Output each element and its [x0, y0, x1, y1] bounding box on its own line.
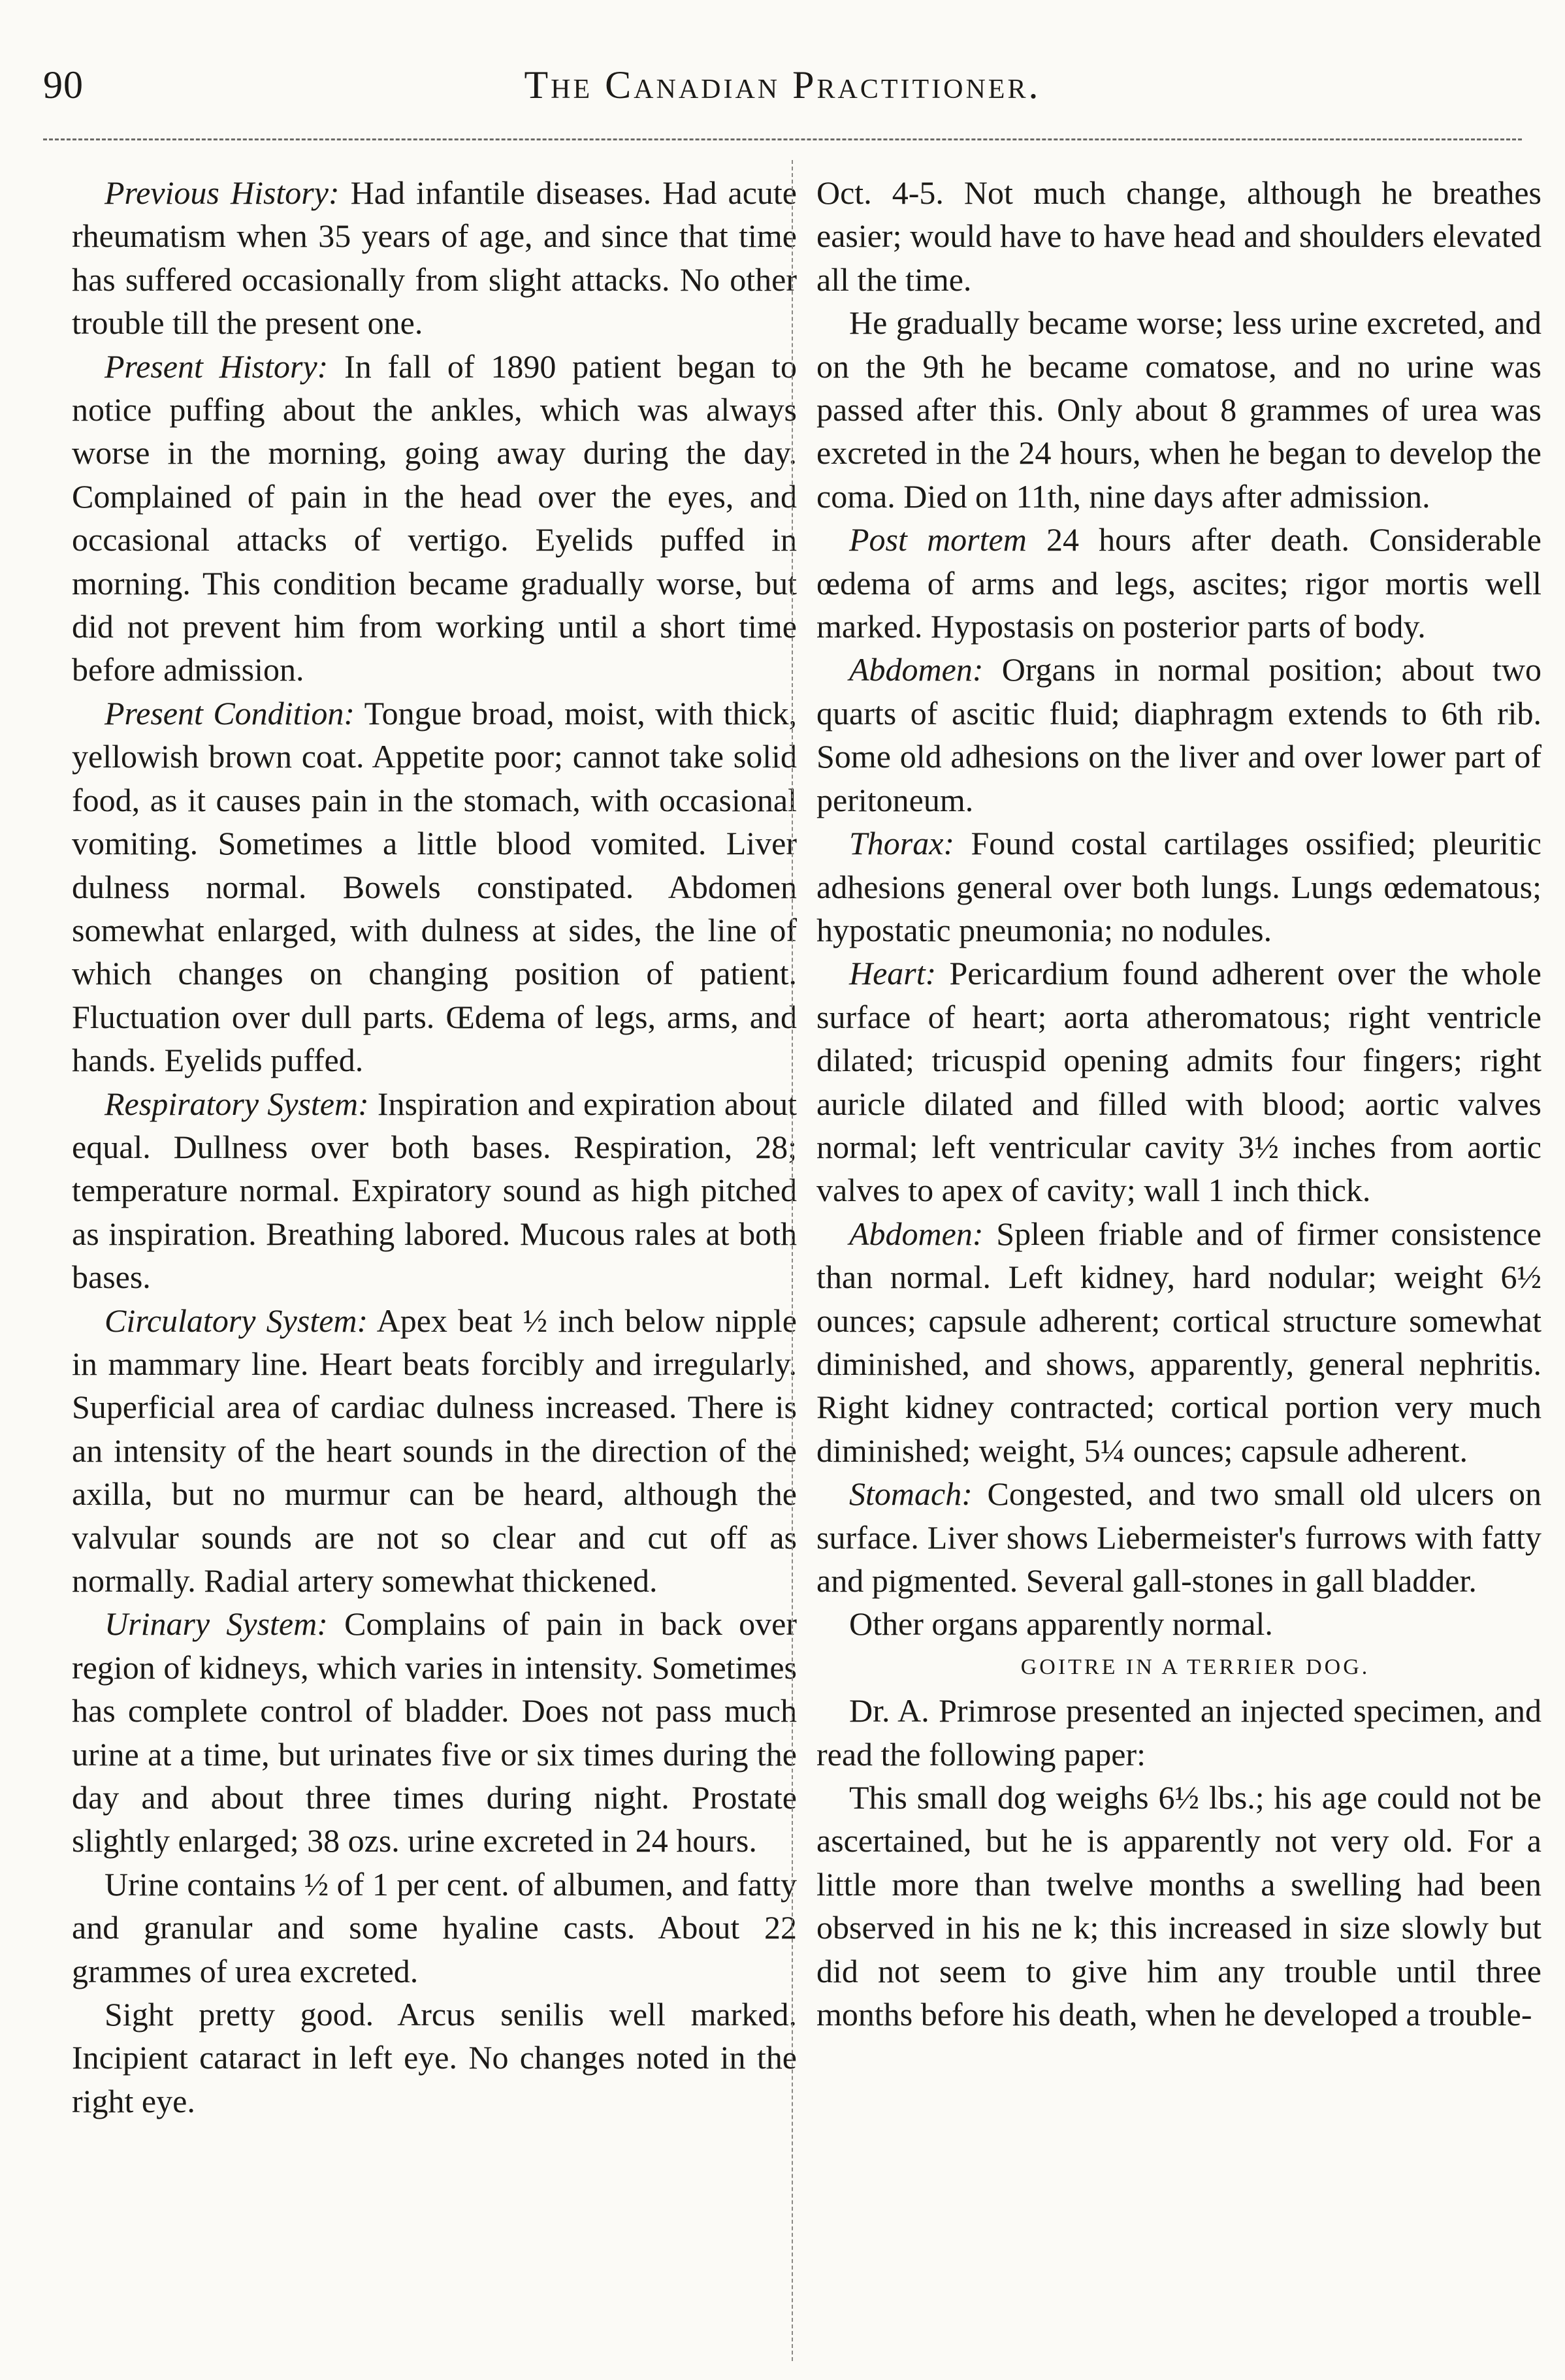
paragraph-lead: Present History:: [105, 347, 329, 385]
paragraph-text: In fall of 1890 patient began to notice puffing about the ankles, which was always worse in the morning, going away during the day. Complained of pain in the head over the eyes, and occasional attacks of vertigo. Eyelids puffed in morning. This condition became gradually worse, but did not prevent him from working until a short time before admission.: [72, 347, 798, 688]
paragraph-text: 24 hours after death. Considerable œdema of arms and legs, ascites; rigor mortis well marked. Hypostasis on posterior parts of body.: [816, 521, 1541, 645]
paragraph-oct-4-5: [816, 171, 1541, 301]
paragraph-lead: Previous History:: [105, 174, 340, 211]
paragraph-text: Sight pretty good. Arcus senilis well marked. Incipient cataract in left eye. No changes noted in the right eye.: [72, 1996, 797, 2119]
column-divider: [792, 160, 793, 2361]
paragraph-primrose: Dr. A. Primrose presented an injected specimen, and read the following paper:: [816, 1692, 1541, 1773]
header-rule: [43, 138, 1522, 140]
paragraph-became-worse: [816, 301, 1541, 518]
paragraph-stomach: [816, 1472, 1541, 1602]
page-number: 90: [43, 63, 84, 106]
paragraph-text: Congested, and two small old ulcers on surface. Liver shows Liebermeister's furrows with fatty and pigmented. Several gall-stones in gall bladder.: [816, 1475, 1541, 1599]
paragraph-post-mortem: [816, 518, 1541, 648]
paragraph-small-dog: This small dog weighs 6½ lbs.; his age could not be ascertained, but he is apparently not very old. For a little more than twelve months a swelling had been observed in his ne k; this increased in size slowly but did not seem to give him any trouble until three months before his death, when he developed a trouble-: [816, 1779, 1541, 2033]
paragraph-text: Oct. 4-5. Not much change, although he breathes easier; would have to have head and shoulders elevated all the time.: [816, 174, 1541, 298]
paragraph-lead: Urinary System:: [105, 1605, 328, 1643]
paragraph-lead: Stomach:: [849, 1475, 973, 1513]
paragraph-text: Tongue broad, moist, with thick, yellowish brown coat. Appetite poor; cannot take solid food, as it causes pain in the stomach, with occasional vomiting. Sometimes a little blood vomited. Liver dulness normal. Bowels constipated. Abdomen somewhat enlarged, with dulness at sides, the line of which changes on changing position of patient. Fluctuation over dull parts. Œdema of legs, arms, and hands. Eyelids puffed.: [72, 694, 797, 1079]
paragraph-text: Spleen friable and of firmer consistence than normal. Left kidney, hard nodular; weight 6½ ounces; capsule adherent; cortical structure somewhat diminished, and shows, apparently, general nephritis. Right kidney contracted; cortical portion very much diminished; weight, 5¼ ounces; capsule adherent.: [816, 1215, 1541, 1469]
paragraph-abdomen-spleen: [816, 1212, 1541, 1472]
paragraph-text: Found costal cartilages ossified; pleuritic adhesions general over both lungs. Lungs œdematous; hypostatic pneumonia; no nodules.: [816, 825, 1541, 948]
paragraph-lead: Circulatory System:: [105, 1302, 368, 1339]
section-heading: GOITRE IN A TERRIER DOG.: [1020, 1654, 1370, 1679]
paragraph-present-history: [72, 345, 797, 692]
paragraph-urine: [72, 1863, 797, 1993]
paragraph-sight: [72, 1993, 797, 2123]
paragraph-text: Complains of pain in back over region of kidneys, which varies in intensity. Sometimes has complete control of bladder. Does not pass much urine at a time, but urinates five or six times during the day and about three times during night. Prostate slightly enlarged; 38 ozs. urine excreted in 24 hours.: [72, 1605, 797, 1859]
paragraph-lead: Post mortem: [849, 521, 1027, 558]
paragraph-circulatory-system: [72, 1299, 797, 1603]
paragraph-lead: Heart:: [849, 955, 937, 992]
paragraph-thorax: [816, 822, 1541, 952]
paragraph-present-condition: [72, 692, 797, 1082]
paragraph-previous-history: [72, 171, 797, 345]
paragraph-text: Urine contains ½ of 1 per cent. of albumen, and fatty and granular and some hyaline casts. About 22 grammes of urea excreted.: [72, 1865, 797, 1989]
paragraph-abdomen: [816, 648, 1541, 822]
paragraph-lead: Abdomen:: [849, 1215, 984, 1252]
paragraph-text: Had infantile diseases. Had acute rheumatism when 35 years of age, and since that time has suffered occasionally from slight attacks. No other trouble till the present one.: [72, 174, 798, 342]
paragraph-urinary-system: [72, 1602, 797, 1862]
paragraph-text: Inspiration and expiration about equal. Dullness over both bases. Respiration, 28; temperature normal. Expiratory sound as high pitched as inspiration. Breathing labored. Mucous rales at both bases.: [72, 1085, 797, 1296]
journal-title: The Canadian Practitioner.: [524, 63, 1041, 106]
paragraph-lead: Present Condition:: [105, 694, 355, 732]
paragraph-text: He gradually became worse; less urine excreted, and on the 9th he became comatose, and no urine was passed after this. Only about 8 grammes of urea was excreted in the 24 hours, when he began to develop the coma. Died on 11th, nine days after admission.: [816, 304, 1541, 515]
paragraph-respiratory-system: [72, 1082, 797, 1299]
paragraph-text: Pericardium found adherent over the whole surface of heart; aorta atheromatous; right ventricle dilated; tricuspid opening admits four fingers; right auricle dilated and filled with blood; aortic valves normal; left ventricular cavity 3½ inches from aortic valves to apex of cavity; wall 1 inch thick.: [816, 955, 1541, 1209]
paragraph-lead: Respiratory System:: [105, 1085, 369, 1122]
paragraph-other-organs: [816, 1602, 1541, 1645]
paragraph-text: Organs in normal position; about two quarts of ascitic fluid; diaphragm extends to 6th rib. Some old adhesions on the liver and over lower part of peritoneum.: [816, 651, 1541, 818]
paragraph-text: Apex beat ½ inch below nipple in mammary line. Heart beats forcibly and irregularly. Superficial area of cardiac dulness increased. There is an intensity of the heart sounds in the direction of the axilla, but no murmur can be heard, although the valvular sounds are not so clear and cut off as normally. Radial artery somewhat thickened.: [72, 1302, 797, 1599]
paragraph-heart: [816, 952, 1541, 1212]
paragraph-text: Other organs apparently normal.: [849, 1605, 1273, 1643]
left-column: [72, 171, 797, 2359]
right-column: [816, 171, 1541, 2359]
paragraph-lead: Abdomen:: [849, 651, 984, 688]
paragraph-lead: Thorax:: [849, 825, 955, 862]
